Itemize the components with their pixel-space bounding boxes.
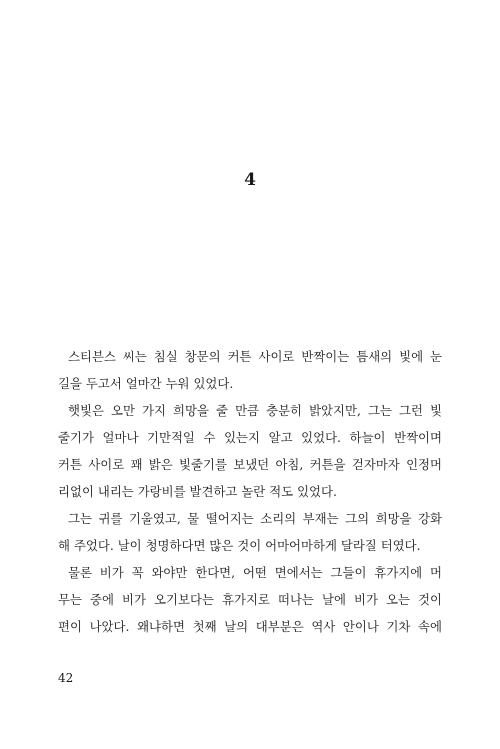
text-line: 스티븐스 씨는 침실 창문의 커튼 사이로 반짝이는 틈새의 빛에 눈	[68, 349, 442, 364]
text-line: 커튼 사이로 꽤 밝은 빛줄기를 보냈던 아침, 커튼을 걷자마자 인정머	[58, 457, 442, 472]
text-line: 줄기가 얼마나 기만적일 수 있는지 알고 있었다. 하늘이 반짝이며	[58, 430, 442, 445]
text-line: 편이 나았다. 왜냐하면 첫째 날의 대부분은 역사 안이나 기차 속에	[58, 619, 442, 634]
text-line: 물론 비가 꼭 와야만 한다면, 어떤 면에서는 그들이 휴가지에 머	[68, 565, 442, 580]
text-line: 리없이 내리는 가랑비를 발견하고 놀란 적도 있었다.	[58, 484, 337, 499]
text-line: 길을 두고서 얼마간 누워 있었다.	[58, 376, 234, 391]
page-number: 42	[58, 671, 74, 685]
text-line: 햇빛은 오만 가지 희망을 줄 만큼 충분히 밝았지만, 그는 그런 빛	[68, 403, 442, 418]
text-line: 그는 귀를 기울였고, 물 떨어지는 소리의 부재는 그의 희망을 강화	[68, 511, 442, 526]
chapter-number: 4	[244, 170, 256, 190]
text-line: 무는 중에 비가 오기보다는 휴가지로 떠나는 날에 비가 오는 것이	[58, 592, 442, 607]
text-line: 해 주었다. 날이 청명하다면 많은 것이 어마어마하게 달라질 터였다.	[58, 538, 421, 553]
body-text	[58, 343, 442, 640]
